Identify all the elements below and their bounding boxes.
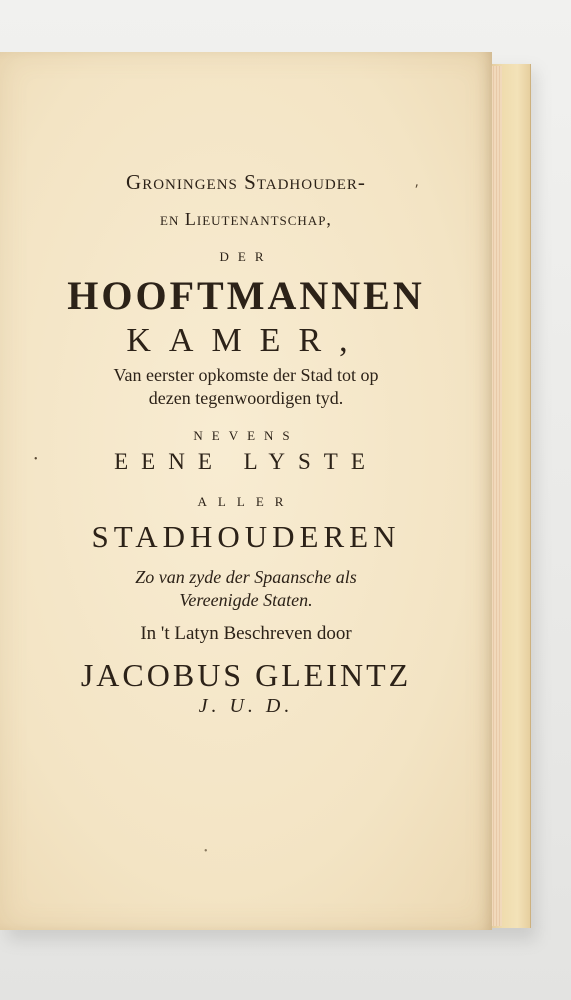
title-line-nevens: NEVENS: [193, 428, 299, 443]
title-line-lieutenantschap: en Lieutenantschap,: [160, 209, 332, 229]
title-line-beschreven: In 't Latyn Beschreven door: [140, 623, 352, 644]
ink-speck: •: [34, 454, 38, 465]
title-line-spaansche: Zo van zyde der Spaansche als: [135, 567, 357, 587]
title-line-der: DER: [219, 249, 273, 264]
title-line-groningens: Groningens Stadhouder-: [126, 170, 366, 194]
foxing-spot: •: [204, 846, 208, 857]
title-line-opkomste: Van eerster opkomste der Stad tot op: [113, 365, 379, 385]
title-line-kamer: KAMER,: [126, 322, 366, 359]
title-line-aller: ALLER: [197, 494, 295, 509]
title-line-stadhouderen: STADHOUDEREN: [91, 519, 401, 554]
title-line-staten: Vereenigde Staten.: [179, 590, 313, 610]
title-line-eene-lyste: EENE LYSTE: [114, 449, 378, 474]
ink-speck: ⸴: [415, 177, 419, 192]
title-line-tyd: dezen tegenwoordigen tyd.: [148, 388, 344, 408]
title-line-hooftmannen: HOOFTMANNEN: [67, 273, 425, 318]
author-name: JACOBUS GLEINTZ: [80, 657, 412, 693]
author-degree: J. U. D.: [198, 695, 294, 717]
title-page: [0, 52, 492, 930]
